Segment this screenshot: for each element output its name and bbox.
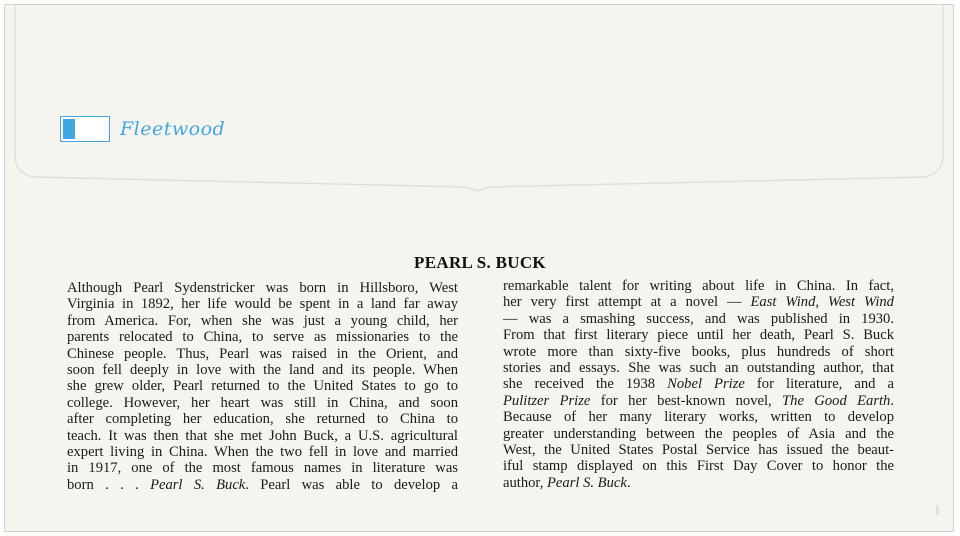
left-column-text [67,280,458,493]
text-line: wrote more than sixty-five books, plus hundreds of short [503,343,894,360]
text-line: greater understanding between the peoples of Asia and the [503,425,894,442]
text-line: expert living in China. When the two fell in love and married [67,444,458,461]
text-line: Pulitzer Prize for her best-known novel, The Good Earth. [503,392,894,409]
text-line: author, Pearl S. Buck. [503,474,631,491]
text-line: From that first literary piece until her death, Pearl S. Buck [503,327,894,344]
text-line: stories and essays. She was such an outstanding author, that [503,360,894,377]
text-line: remarkable talent for writing about life in China. In fact, [503,278,894,294]
text-line: Because of her many literary works, written to develop [503,409,894,426]
text-line: — was a smashing success, and was published in 1930. [503,310,894,327]
text-line: teach. It was then that she met John Buck, a U.S. agricultural [67,427,458,444]
text-line: after completing her education, she returned to China to [67,411,458,428]
text-line: iful stamp displayed on this First Day Cover to honor the [503,458,894,475]
text-line: her very first attempt at a novel — East Wind, West Wind [503,294,894,311]
text-line: she grew older, Pearl returned to the United States to go to [67,378,458,395]
page-title: PEARL S. BUCK [414,253,546,272]
text-line: Virginia in 1892, her life would be spent in a land far away [67,296,458,313]
edge-mark [936,505,939,515]
text-line: from America. For, when she was just a young child, her [67,312,458,329]
text-line: born . . . Pearl S. Buck. Pearl was able to develop a [67,476,458,493]
logo-brand-text: Fleetwood [120,118,226,140]
logo-box-icon [60,116,110,142]
text-line: college. However, her heart was still in China, and soon [67,394,458,411]
text-line: Chinese people. Thus, Pearl was raised in the Orient, and [67,345,458,362]
text-line: Although Pearl Sydenstricker was born in Hillsboro, West [67,280,458,296]
envelope-flap [5,5,955,205]
text-line: West, the United States Postal Service has issued the beaut- [503,442,894,459]
text-line: in 1917, one of the most famous names in literature was [67,460,458,477]
text-line: she received the 1938 Nobel Prize for literature, and a [503,376,894,393]
text-line: parents relocated to China, to serve as missionaries to the [67,329,458,346]
text-line: soon fell deeply in love with the land and its people. When [67,362,458,379]
fleetwood-logo [60,116,225,142]
right-column-text [503,278,894,491]
envelope-back [4,4,954,532]
